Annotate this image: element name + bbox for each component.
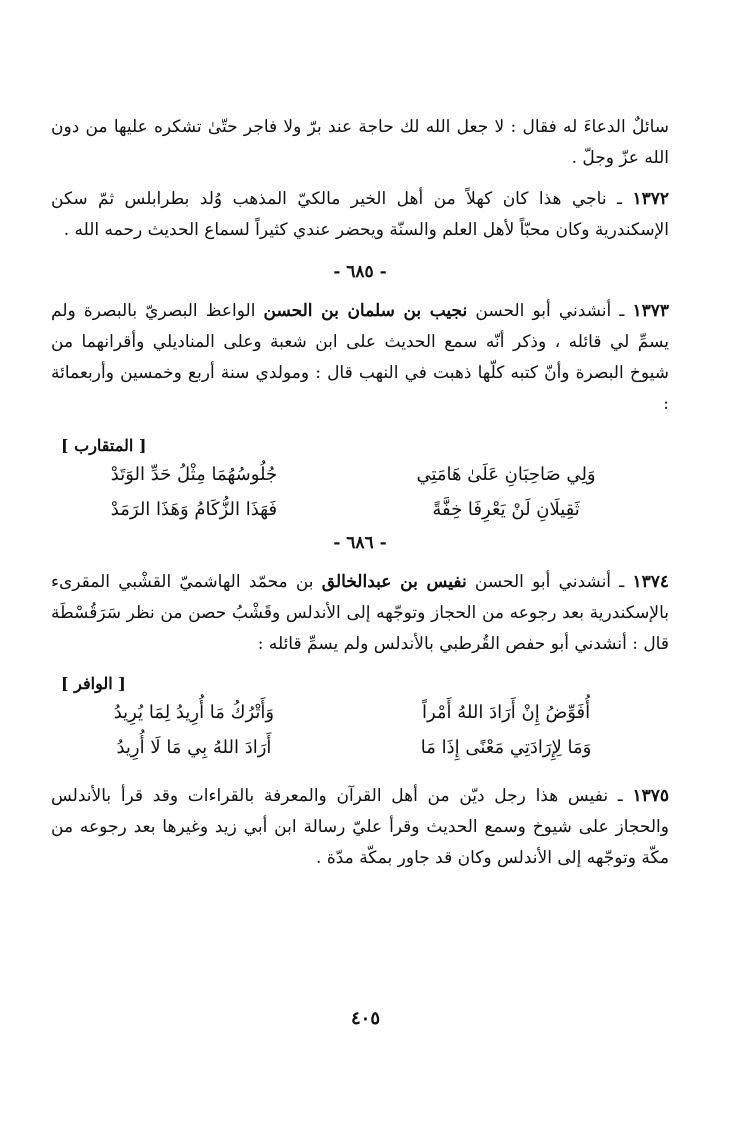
poem-meter: [ المتقارب ] (61, 436, 147, 455)
entry-number: ١٣٧٢ (632, 189, 669, 209)
verse-second-hemistich: وَأَتْرُكُ مَا أُرِيدُ لِمَا يُرِيدُ (113, 702, 275, 723)
entry-number: ١٣٧٤ (632, 572, 669, 592)
paragraph-continuation (51, 112, 669, 174)
verse-line (61, 492, 639, 527)
page-body (51, 112, 669, 874)
verse-line (61, 695, 639, 730)
entry-number: ١٣٧٣ (632, 301, 669, 321)
verse-line (61, 730, 639, 765)
entry-text: ـ ناجي هذا كان كهلاً من أهل الخير مالكيّ المذهب وُلد بطرابلس ثمّ سكن الإسكندرية وكان محبّاً لأهل العلم والسنّة ويحضر عندي كثيراً لسماع الحديث رحمه الله . (51, 189, 669, 240)
page-number: ٤٠٥ (350, 1008, 380, 1029)
entry-1372 (51, 184, 669, 246)
entry-1375 (51, 781, 669, 874)
entry-person-name: نجيب بن سلمان بن الحسن (263, 301, 468, 321)
verse-first-hemistich: وَمَا لِإِرَادَتِي مَعْنًى إِذَا مَا (420, 737, 592, 758)
entry-text-pre: ـ أنشدني أبو الحسن (466, 572, 633, 592)
poem-mutaqarib (51, 436, 669, 527)
entry-number: ١٣٧٥ (632, 786, 669, 806)
entry-1374 (51, 567, 669, 660)
entry-1373 (51, 296, 669, 420)
verse-first-hemistich: ثَقِيلَانِ لَنْ يَعْرِفَا خِفَّةً (432, 499, 580, 520)
verse-second-hemistich: فَهَذَا الزُّكَامُ وَهَذَا الرَمَدْ (110, 499, 278, 520)
verse-first-hemistich: أُفَوِّضُ إِنْ أَرَادَ اللهُ أَمْراً (421, 702, 591, 723)
entry-text-post: بن محمّد الهاشميّ القشْبي المقرىء بالإسكندرية بعد رجوعه من الحجاز وتوجّهه إلى الأندلس وقَشْبُ حصن من نظر سَرَقُسْطَة قال : أنشدني أبو حفص القُرطبي بالأندلس ولم يسمِّ قائله : (51, 572, 669, 654)
section-separator: - ٦٨٦ - (333, 533, 387, 553)
entry-text-pre: ـ أنشدني أبو الحسن (467, 301, 633, 321)
poem-wafir (51, 674, 669, 765)
verse-second-hemistich: جُلُوسُهُمَا مِثْلُ حَدِّ الوَتَدْ (110, 464, 278, 485)
verse-second-hemistich: أَرَادَ اللهُ بِي مَا لَا أُرِيدُ (116, 737, 272, 758)
poem-meter: [ الوافر ] (61, 674, 126, 693)
verse-line (61, 457, 639, 492)
entry-person-name: نفيس بن عبدالخالق (321, 572, 467, 592)
entry-text: ـ نفيس هذا رجل ديّن من أهل القرآن والمعرفة بالقراءات وقد قرأ بالأندلس والحجاز على شيوخ وسمع الحديث وقرأ عليّ رسالة ابن أبي زيد وغيرها بعد رجوعه من مكّة وتوجّهه إلى الأندلس وكان قد جاور بمكّة مدّة . (51, 786, 669, 868)
section-separator: - ٦٨٥ - (333, 262, 387, 282)
entry-text-post: الواعظ البصريّ بالبصرة ولم يسمِّ لي قائله ، وذكر أنّه سمع الحديث على ابن شعبة وعلى المناديلي وأقرانهما من شيوخ البصرة وأنّ كتبه كلّها ذهبت في النهب قال : ومولدي سنة أربع وخمسين وأربعمائة : (51, 301, 669, 414)
verse-first-hemistich: وَلِي صَاحِبَانِ عَلَىٰ هَامَتِي (416, 464, 596, 485)
paragraph-text: سائلٌ الدعاءَ له فقال : لا جعل الله لك حاجة عند برّ ولا فاجر حتّىٰ تشكره عليها من دون الله عزّ وجلّ . (51, 117, 669, 168)
